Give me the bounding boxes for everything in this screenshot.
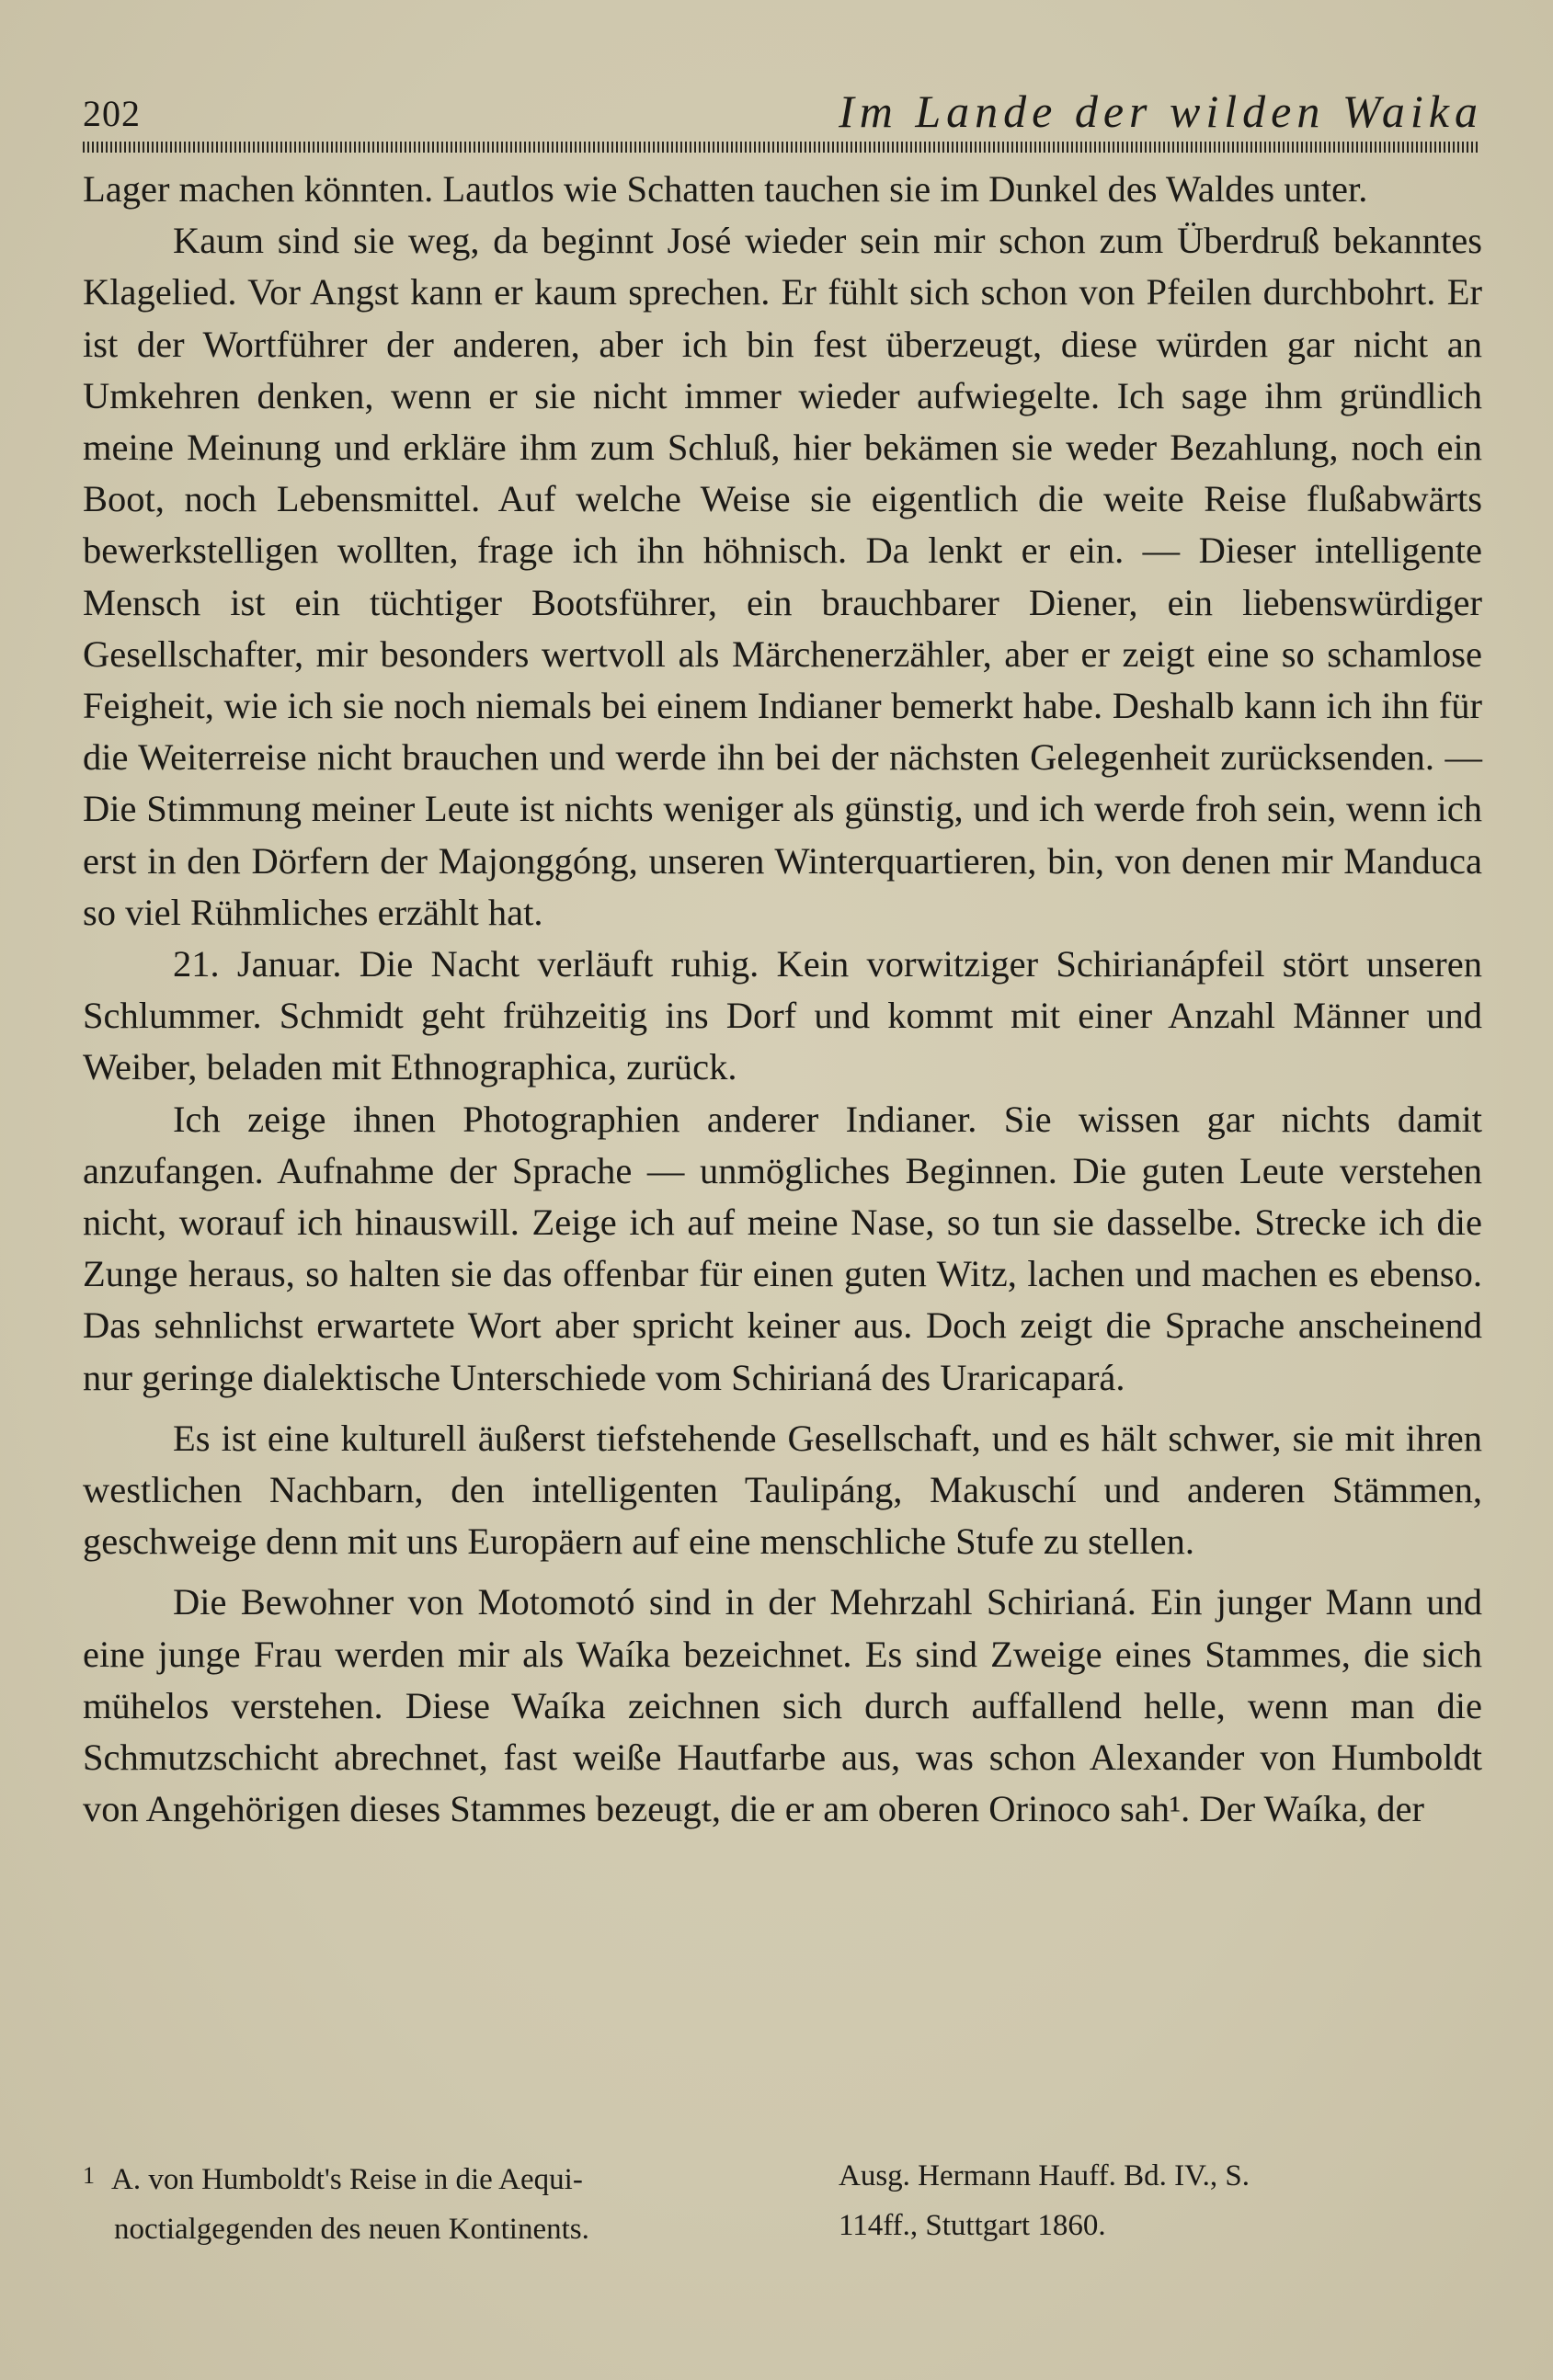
footnote-line <box>839 2151 1482 2201</box>
footnote-marker: 1 <box>83 2162 95 2189</box>
footnote-text: A. von Humboldt's Reise in die Aequi- <box>111 2163 583 2196</box>
paragraph-motomoto: Die Bewohner von Motomotó sind in der Mehrzahl Schirianá. Ein junger Mann und eine junge Frau werden mir als Waíka bezeichnet. Es sind Zweige eines Stammes, die sich mühelos verstehen. Diese Waíka zeichnen sich durch auffallend helle, wenn man die Schmutzschicht abrechnet, fast weiße Hautfarbe aus, was schon Alexander von Humboldt von Angehörigen dieses Stammes bezeugt, die er am oberen Orinoco sah¹. Der Waíka, der <box>83 1581 1482 1830</box>
footnote-left-column <box>83 2151 782 2254</box>
page-number: 202 <box>83 93 141 134</box>
footnote-line <box>83 2151 782 2204</box>
page-header <box>83 85 1483 142</box>
running-title: Im Lande der wilden Waika <box>839 85 1483 137</box>
paragraph-gesellschaft: Es ist eine kulturell äußerst tiefstehende Gesellschaft, und es hält schwer, sie mit ihren westlichen Nachbarn, den intelligenten Taulipáng, Makuschí und anderen Stämmen, geschweige denn mit uns Europäern auf eine menschliche Stufe zu stellen. <box>83 1417 1482 1563</box>
paragraph-photographien: Ich zeige ihnen Photographien anderer Indianer. Sie wissen gar nichts damit anzufangen. Aufnahme der Sprache — unmögliches Beginnen. Die guten Leute verstehen nicht, worauf ich hinauswill. Zeige ich auf meine Nase, so tun sie dasselbe. Strecke ich die Zunge heraus, so halten sie das offenbar für einen guten Witz, lachen und machen es ebenso. Das sehnlichst erwartete Wort aber spricht keiner aus. Doch zeigt die Sprache anscheinend nur geringe dialektische Unterschiede vom Schirianá des Uraricapará. <box>83 1098 1482 1398</box>
paragraph-jose: Kaum sind sie weg, da beginnt José wieder sein mir schon zum Überdruß bekanntes Klagelied. Vor Angst kann er kaum sprechen. Er fühlt sich schon von Pfeilen durchbohrt. Er ist der Wortführer der anderen, aber ich bin fest überzeugt, diese würden gar nicht an Umkehren denken, wenn er sie nicht immer wieder aufwiegelte. Ich sage ihm gründlich meine Meinung und erkläre ihm zum Schluß, hier bekämen sie weder Bezahlung, noch ein Boot, noch Lebensmittel. Auf welche Weise sie eigentlich die weite Reise flußabwärts bewerkstelligen wollten, frage ich ihn höhnisch. Da lenkt er ein. — Dieser intelligente Mensch ist ein tüchtiger Bootsführer, ein brauchbarer Diener, ein liebenswürdiger Gesellschafter, mir besonders wertvoll als Märchenerzähler, aber er zeigt eine so schamlose Feigheit, wie ich sie noch niemals bei einem Indianer bemerkt habe. Deshalb kann ich ihn für die Weiterreise nicht brauchen und werde ihn bei der nächsten Gelegenheit zurücksenden. — Die Stimmung meiner Leute ist nichts weniger als günstig, und ich werde froh sein, wenn ich erst in den Dörfern der Majonggóng, unseren Winterquartieren, bin, von denen mir Manduca so viel Rühmliches erzählt hat. <box>83 220 1482 933</box>
footnote-text: Ausg. Hermann Hauff. Bd. IV., S. <box>839 2159 1250 2192</box>
footnote-right-column <box>839 2151 1482 2250</box>
paragraph-21-januar: 21. Januar. Die Nacht verläuft ruhig. Kein vorwitziger Schirianápfeil stört unseren Schlummer. Schmidt geht frühzeitig ins Dorf und kommt mit einer Anzahl Männer und Weiber, beladen mit Ethnographica, zurück. <box>83 943 1482 1088</box>
footnote-text: 114ff., Stuttgart 1860. <box>839 2209 1106 2242</box>
footnote-line <box>83 2204 782 2254</box>
header-rule <box>83 142 1479 153</box>
paragraph-continuation: Lager machen könnten. Lautlos wie Schatten tauchen sie im Dunkel des Waldes unter. <box>83 168 1368 210</box>
body-text <box>83 164 1482 1836</box>
footnote-line <box>839 2201 1482 2250</box>
footnote-text: noctialgegenden des neuen Kontinents. <box>114 2213 589 2246</box>
